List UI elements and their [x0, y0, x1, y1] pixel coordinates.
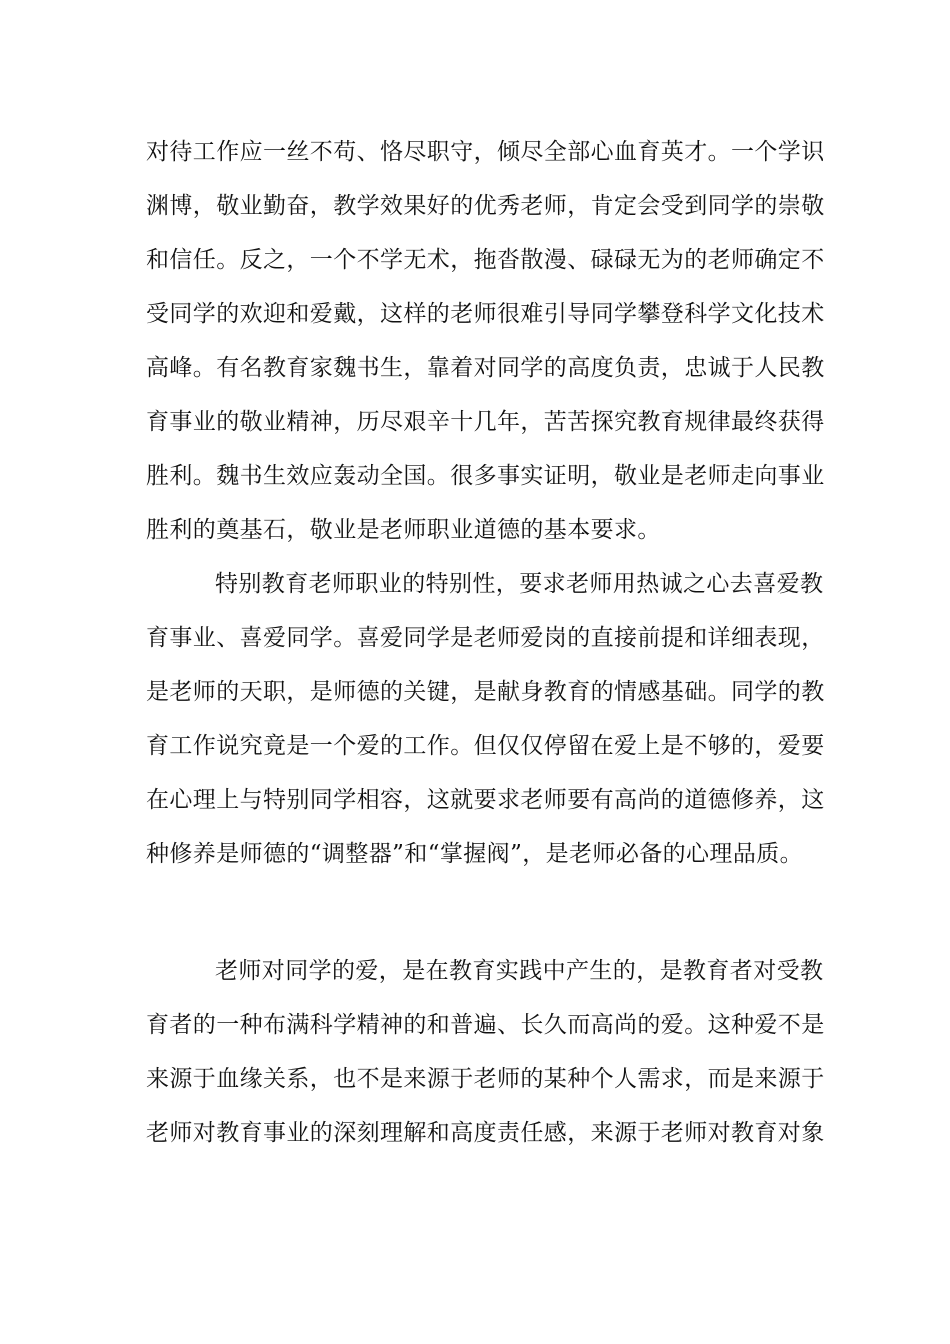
text-line: 育者的一种布满科学精神的和普遍、长久而高尚的爱。这种爱不是 [146, 1012, 825, 1038]
text-line: 高峰。有名教育家魏书生，靠着对同学的高度负责，忠诚于人民教 [146, 355, 825, 381]
text-line: 育工作说究竟是一个爱的工作。但仅仅停留在爱上是不够的，爱要 [146, 733, 825, 759]
text-line: 在心理上与特别同学相容，这就要求老师要有高尚的道德修养，这 [146, 787, 825, 813]
text-line: 种修养是师德的“调整器”和“掌握阀”，是老师必备的心理品质。 [146, 841, 804, 867]
text-line: 渊博，敬业勤奋，教学效果好的优秀老师，肯定会受到同学的崇敬 [146, 193, 825, 219]
text-line: 对待工作应一丝不苟、恪尽职守，倾尽全部心血育英才。一个学识 [146, 139, 825, 165]
text-line: 是老师的天职，是师德的关键，是献身教育的情感基础。同学的教 [146, 679, 825, 705]
text-line: 和信任。反之，一个不学无术，拖沓散漫、碌碌无为的老师确定不 [146, 247, 825, 273]
text-line: 受同学的欢迎和爱戴，这样的老师很难引导同学攀登科学文化技术 [146, 301, 825, 327]
text-line: 老师对同学的爱，是在教育实践中产生的，是教育者对受教 [215, 958, 824, 984]
text-line: 特别教育老师职业的特别性，要求老师用热诚之心去喜爱教 [215, 571, 824, 597]
text-line: 胜利。魏书生效应轰动全国。很多事实证明，敬业是老师走向事业 [146, 463, 825, 489]
text-line: 胜利的奠基石，敬业是老师职业道德的基本要求。 [146, 517, 661, 543]
text-line: 育事业的敬业精神，历尽艰辛十几年，苦苦探究教育规律最终获得 [146, 409, 825, 435]
text-line: 育事业、喜爱同学。喜爱同学是老师爱岗的直接前提和详细表现， [146, 625, 825, 651]
text-line: 来源于血缘关系，也不是来源于老师的某种个人需求，而是来源于 [146, 1066, 825, 1092]
text-line: 老师对教育事业的深刻理解和高度责任感，来源于老师对教育对象 [146, 1120, 825, 1146]
